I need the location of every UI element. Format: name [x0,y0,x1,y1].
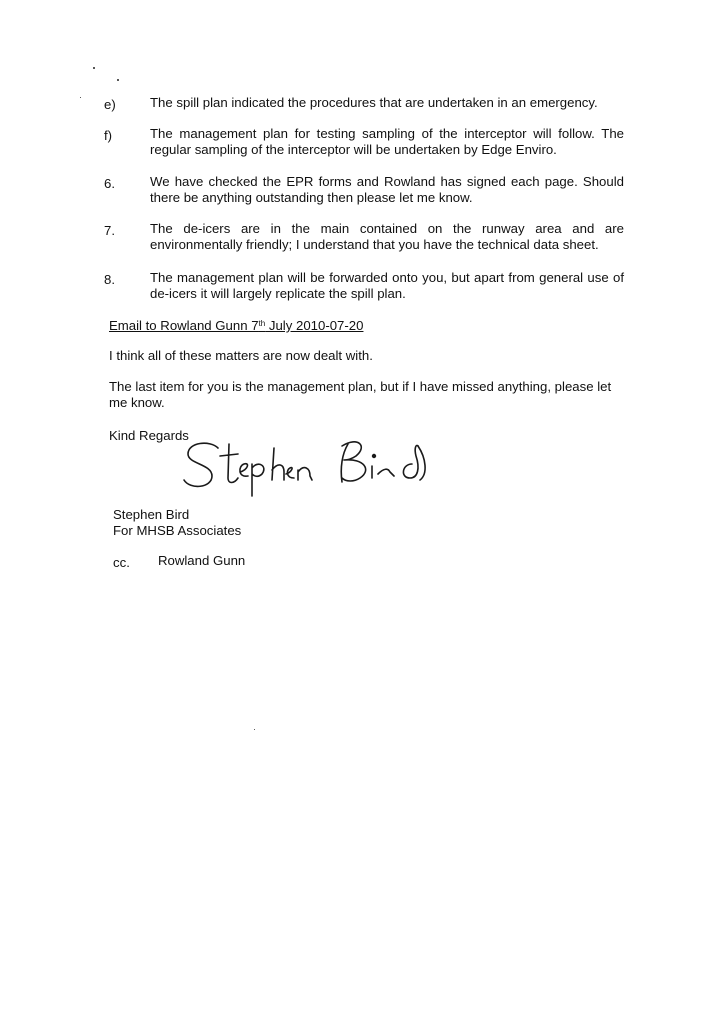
list-item-marker: f) [104,128,113,143]
list-item [104,174,624,206]
email-heading-superscript: th [258,319,266,328]
scan-speck [80,97,81,98]
closing-text: Kind Regards [109,428,189,443]
list-item-marker: e) [104,97,116,112]
scan-speck [117,79,119,81]
cc-label: cc. [113,555,130,570]
list-item-marker: 7. [104,223,115,238]
list-item [104,95,624,111]
list-item-text: We have checked the EPR forms and Rowland has signed each page. Should there be anything outstanding then please let me know. [150,174,624,205]
sender-organization: For MHSB Associates [113,523,242,538]
cc-name: Rowland Gunn [158,553,246,568]
list-item-text: The management plan will be forwarded onto you, but apart from general use of de-icers it will largely replicate the spill plan. [150,270,624,301]
list-item-text: The de-icers are in the main contained on the runway area and are environmentally friendly; I understand that you have the technical data sheet. [150,221,624,252]
sender-name: Stephen Bird [113,507,190,522]
scan-speck [254,729,255,730]
body-paragraph: I think all of these matters are now dealt with. [109,348,373,363]
list-item [104,221,624,253]
list-item [104,270,624,302]
email-heading [109,318,363,334]
body-paragraph: The last item for you is the management plan, but if I have missed anything, please let me know. [109,379,612,410]
handwritten-signature [182,434,442,498]
email-heading-text: Email to Rowland Gunn 7 [109,318,259,333]
list-item [104,126,624,158]
list-item-text: The spill plan indicated the procedures that are undertaken in an emergency. [150,95,598,110]
list-item-text: The management plan for testing sampling of the interceptor will follow. The regular sampling of the interceptor will be undertaken by Edge Enviro. [150,126,624,157]
scan-speck [93,67,95,69]
list-item-marker: 6. [104,176,115,191]
list-item-marker: 8. [104,272,115,287]
email-heading-date: July 2010-07-20 [265,318,364,333]
